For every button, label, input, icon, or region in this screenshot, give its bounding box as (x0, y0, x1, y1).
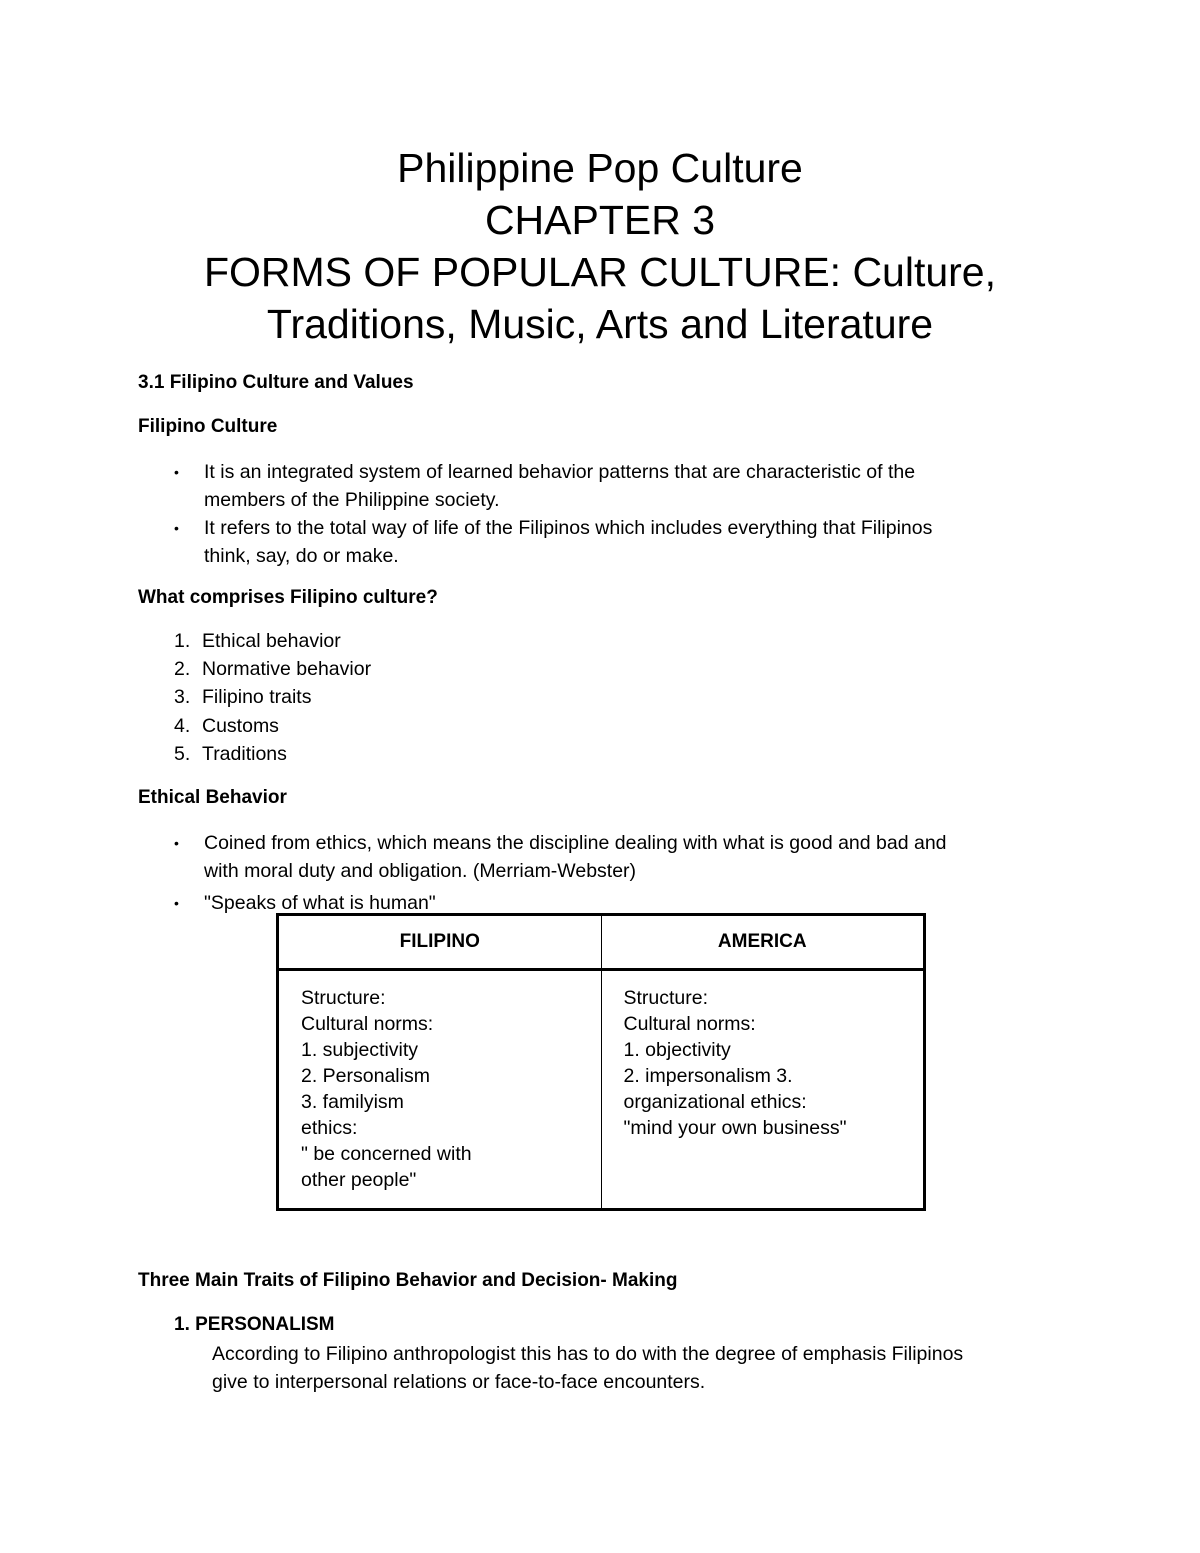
bullet-dot: • (174, 520, 179, 536)
bullet-item: • It refers to the total way of life of the Filipinos which includes everything that Filipinos think, say, do or make. (174, 514, 932, 570)
section-heading-3-1: 3.1 Filipino Culture and Values (138, 372, 414, 393)
subheading-three-main-traits: Three Main Traits of Filipino Behavior and Decision- Making (138, 1270, 678, 1291)
subheading-what-comprises: What comprises Filipino culture? (138, 587, 438, 608)
subheading-filipino-culture: Filipino Culture (138, 416, 278, 437)
bullet-dot: • (174, 464, 179, 480)
table-cell-filipino: Structure: Cultural norms: 1. subjectivity 2. Personalism 3. familyism ethics: " be concerned with other people" (278, 970, 602, 1210)
title-line-4: Traditions, Music, Arts and Literature (266, 301, 934, 347)
list-item: 2. Normative behavior (174, 658, 372, 681)
table-header-filipino: FILIPINO (278, 915, 602, 970)
table-header-america: AMERICA (601, 915, 925, 970)
bullet-dot: • (174, 895, 179, 911)
document-title (0, 142, 1200, 350)
title-line-3: FORMS OF POPULAR CULTURE: Culture, (203, 249, 997, 295)
bullet-item: • It is an integrated system of learned behavior patterns that are characteristic of the members of the Philippine society. (174, 458, 932, 514)
filipino-culture-bullets (174, 458, 932, 570)
title-line-2: CHAPTER 3 (484, 197, 716, 243)
list-item: 4. Customs (174, 714, 279, 737)
bullet-dot: • (174, 835, 179, 851)
list-item: 1. Ethical behavior (174, 630, 341, 652)
table-cell-america: Structure: Cultural norms: 1. objectivity 2. impersonalism 3. organizational ethics: "mind your own business" (601, 970, 925, 1210)
list-item: 5. Traditions (174, 742, 287, 765)
trait-title-personalism: 1. PERSONALISM (174, 1314, 335, 1335)
comparison-table (276, 913, 926, 1211)
trait-description-personalism: According to Filipino anthropologist this has to do with the degree of emphasis Filipinos give to interpersonal relations or face-to-face encounters. (212, 1343, 964, 1393)
list-item: 3. Filipino traits (174, 686, 312, 709)
title-line-1: Philippine Pop Culture (397, 145, 803, 191)
comprises-list (174, 627, 371, 768)
ethical-behavior-bullets (174, 829, 947, 885)
subheading-ethical-behavior: Ethical Behavior (138, 787, 287, 808)
bullet-item: • Coined from ethics, which means the discipline dealing with what is good and bad and with moral duty and obligation. (Merriam-Webster) (174, 829, 947, 885)
bullet-item: • "Speaks of what is human" (174, 889, 436, 917)
